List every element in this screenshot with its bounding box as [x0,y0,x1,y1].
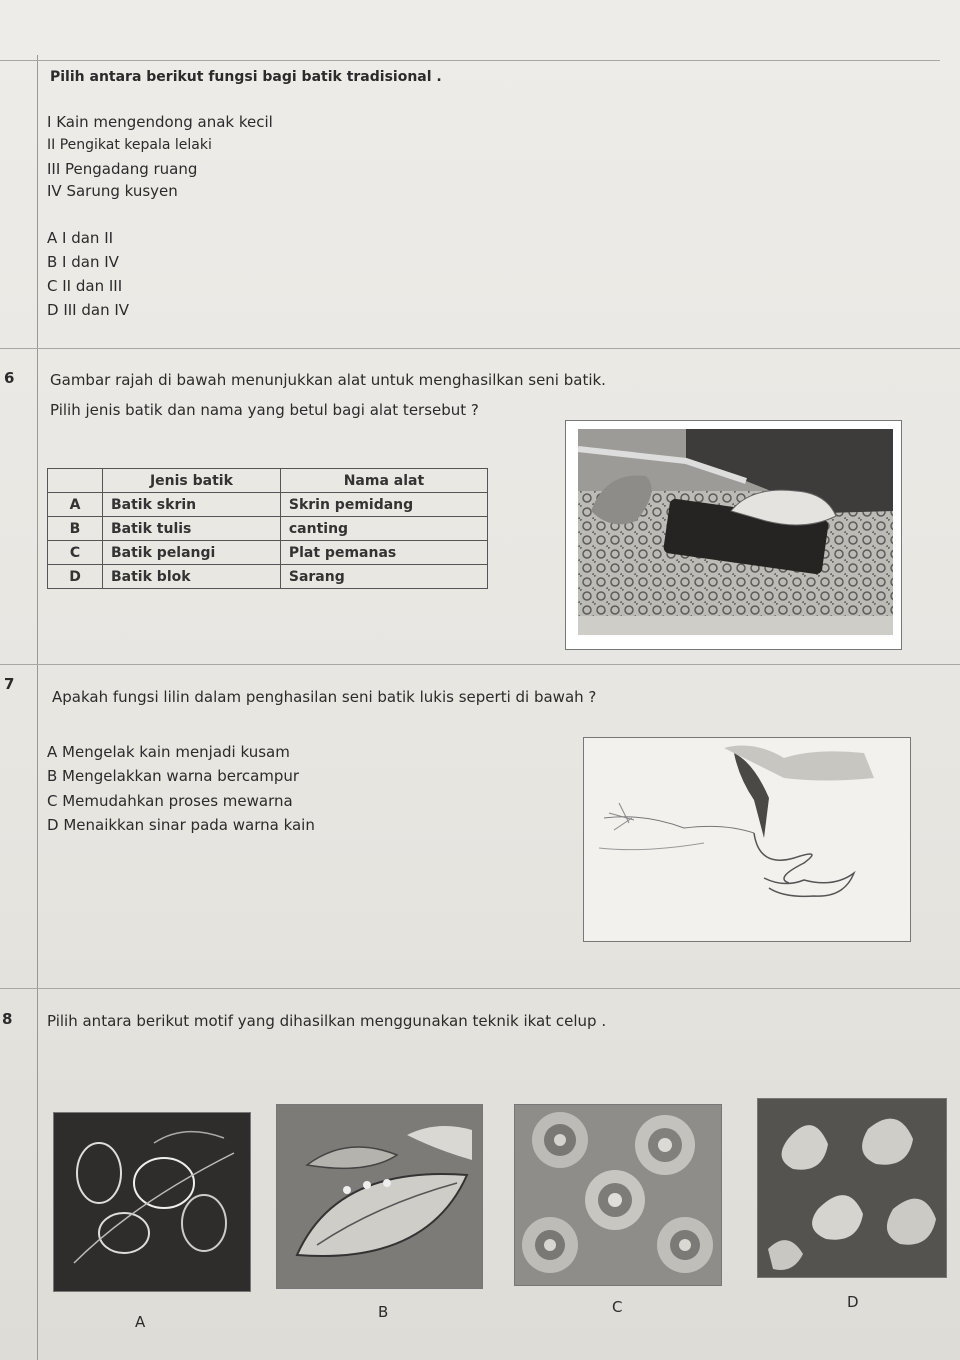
q5-option-c: C II dan III [47,277,123,295]
q5-option-b: B I dan IV [47,253,119,271]
q8-label-c: C [612,1298,623,1316]
table-cell: canting [280,517,487,541]
table-cell: D [48,565,103,589]
q7-number: 7 [4,675,15,693]
q7-option-b: B Mengelakkan warna bercampur [47,767,300,785]
q6-line1: Gambar rajah di bawah menunjukkan alat untuk menghasilkan seni batik. [50,371,606,389]
tie-dye-motif-illustration [515,1105,721,1285]
q8-number: 8 [2,1010,13,1028]
table-cell: B [48,517,103,541]
q7-photo [583,737,911,942]
table-header: Nama alat [280,469,487,493]
table-row [48,517,488,541]
table-cell: Batik blok [103,565,281,589]
q5-item-1: I Kain mengendong anak kecil [47,113,273,131]
q6-photo [565,420,902,650]
q6-number: 6 [4,369,15,387]
q8-label-a: A [135,1313,146,1331]
table-header-row [48,469,488,493]
margin-line [37,55,38,1360]
q8-label-d: D [847,1293,859,1311]
q6-line2: Pilih jenis batik dan nama yang betul bagi alat tersebut ? [50,401,479,419]
table-header: Jenis batik [103,469,281,493]
table-row [48,565,488,589]
table-cell: Batik pelangi [103,541,281,565]
table-cell: Batik skrin [103,493,281,517]
table-cell: C [48,541,103,565]
q6-answer-table [47,468,488,589]
q5-option-d: D III dan IV [47,301,130,319]
table-cell: Plat pemanas [280,541,487,565]
q8-motif-c [514,1104,722,1286]
divider [0,664,960,665]
block-tool-illustration [566,421,901,649]
table-cell: Batik tulis [103,517,281,541]
q8-label-b: B [378,1303,389,1321]
floral-motif-illustration [54,1113,250,1291]
divider [0,988,960,989]
q7-option-c: C Memudahkan proses mewarna [47,792,293,810]
q8-stem: Pilih antara berikut motif yang dihasilkan menggunakan teknik ikat celup . [47,1012,607,1030]
q7-stem: Apakah fungsi lilin dalam penghasilan seni batik lukis seperti di bawah ? [52,688,597,706]
leaf-motif-illustration [277,1105,482,1288]
q5-item-2: II Pengikat kepala lelaki [47,137,212,153]
table-row [48,493,488,517]
q8-motif-d [757,1098,947,1278]
table-cell: Sarang [280,565,487,589]
q8-motif-b [276,1104,483,1289]
q8-motif-a [53,1112,251,1292]
q5-item-3: III Pengadang ruang [47,160,198,178]
table-header [48,469,103,493]
q5-stem: Pilih antara berikut fungsi bagi batik tradisional . [50,69,442,85]
table-cell: Skrin pemidang [280,493,487,517]
divider [0,60,940,61]
q7-option-d: D Menaikkan sinar pada warna kain [47,816,315,834]
q5-item-4: IV Sarung kusyen [47,182,178,200]
divider [0,348,960,349]
q7-option-a: A Mengelak kain menjadi kusam [47,743,290,761]
table-cell: A [48,493,103,517]
paisley-motif-illustration [758,1099,946,1277]
canting-drawing-illustration [584,738,910,941]
table-row [48,541,488,565]
q5-option-a: A I dan II [47,229,114,247]
